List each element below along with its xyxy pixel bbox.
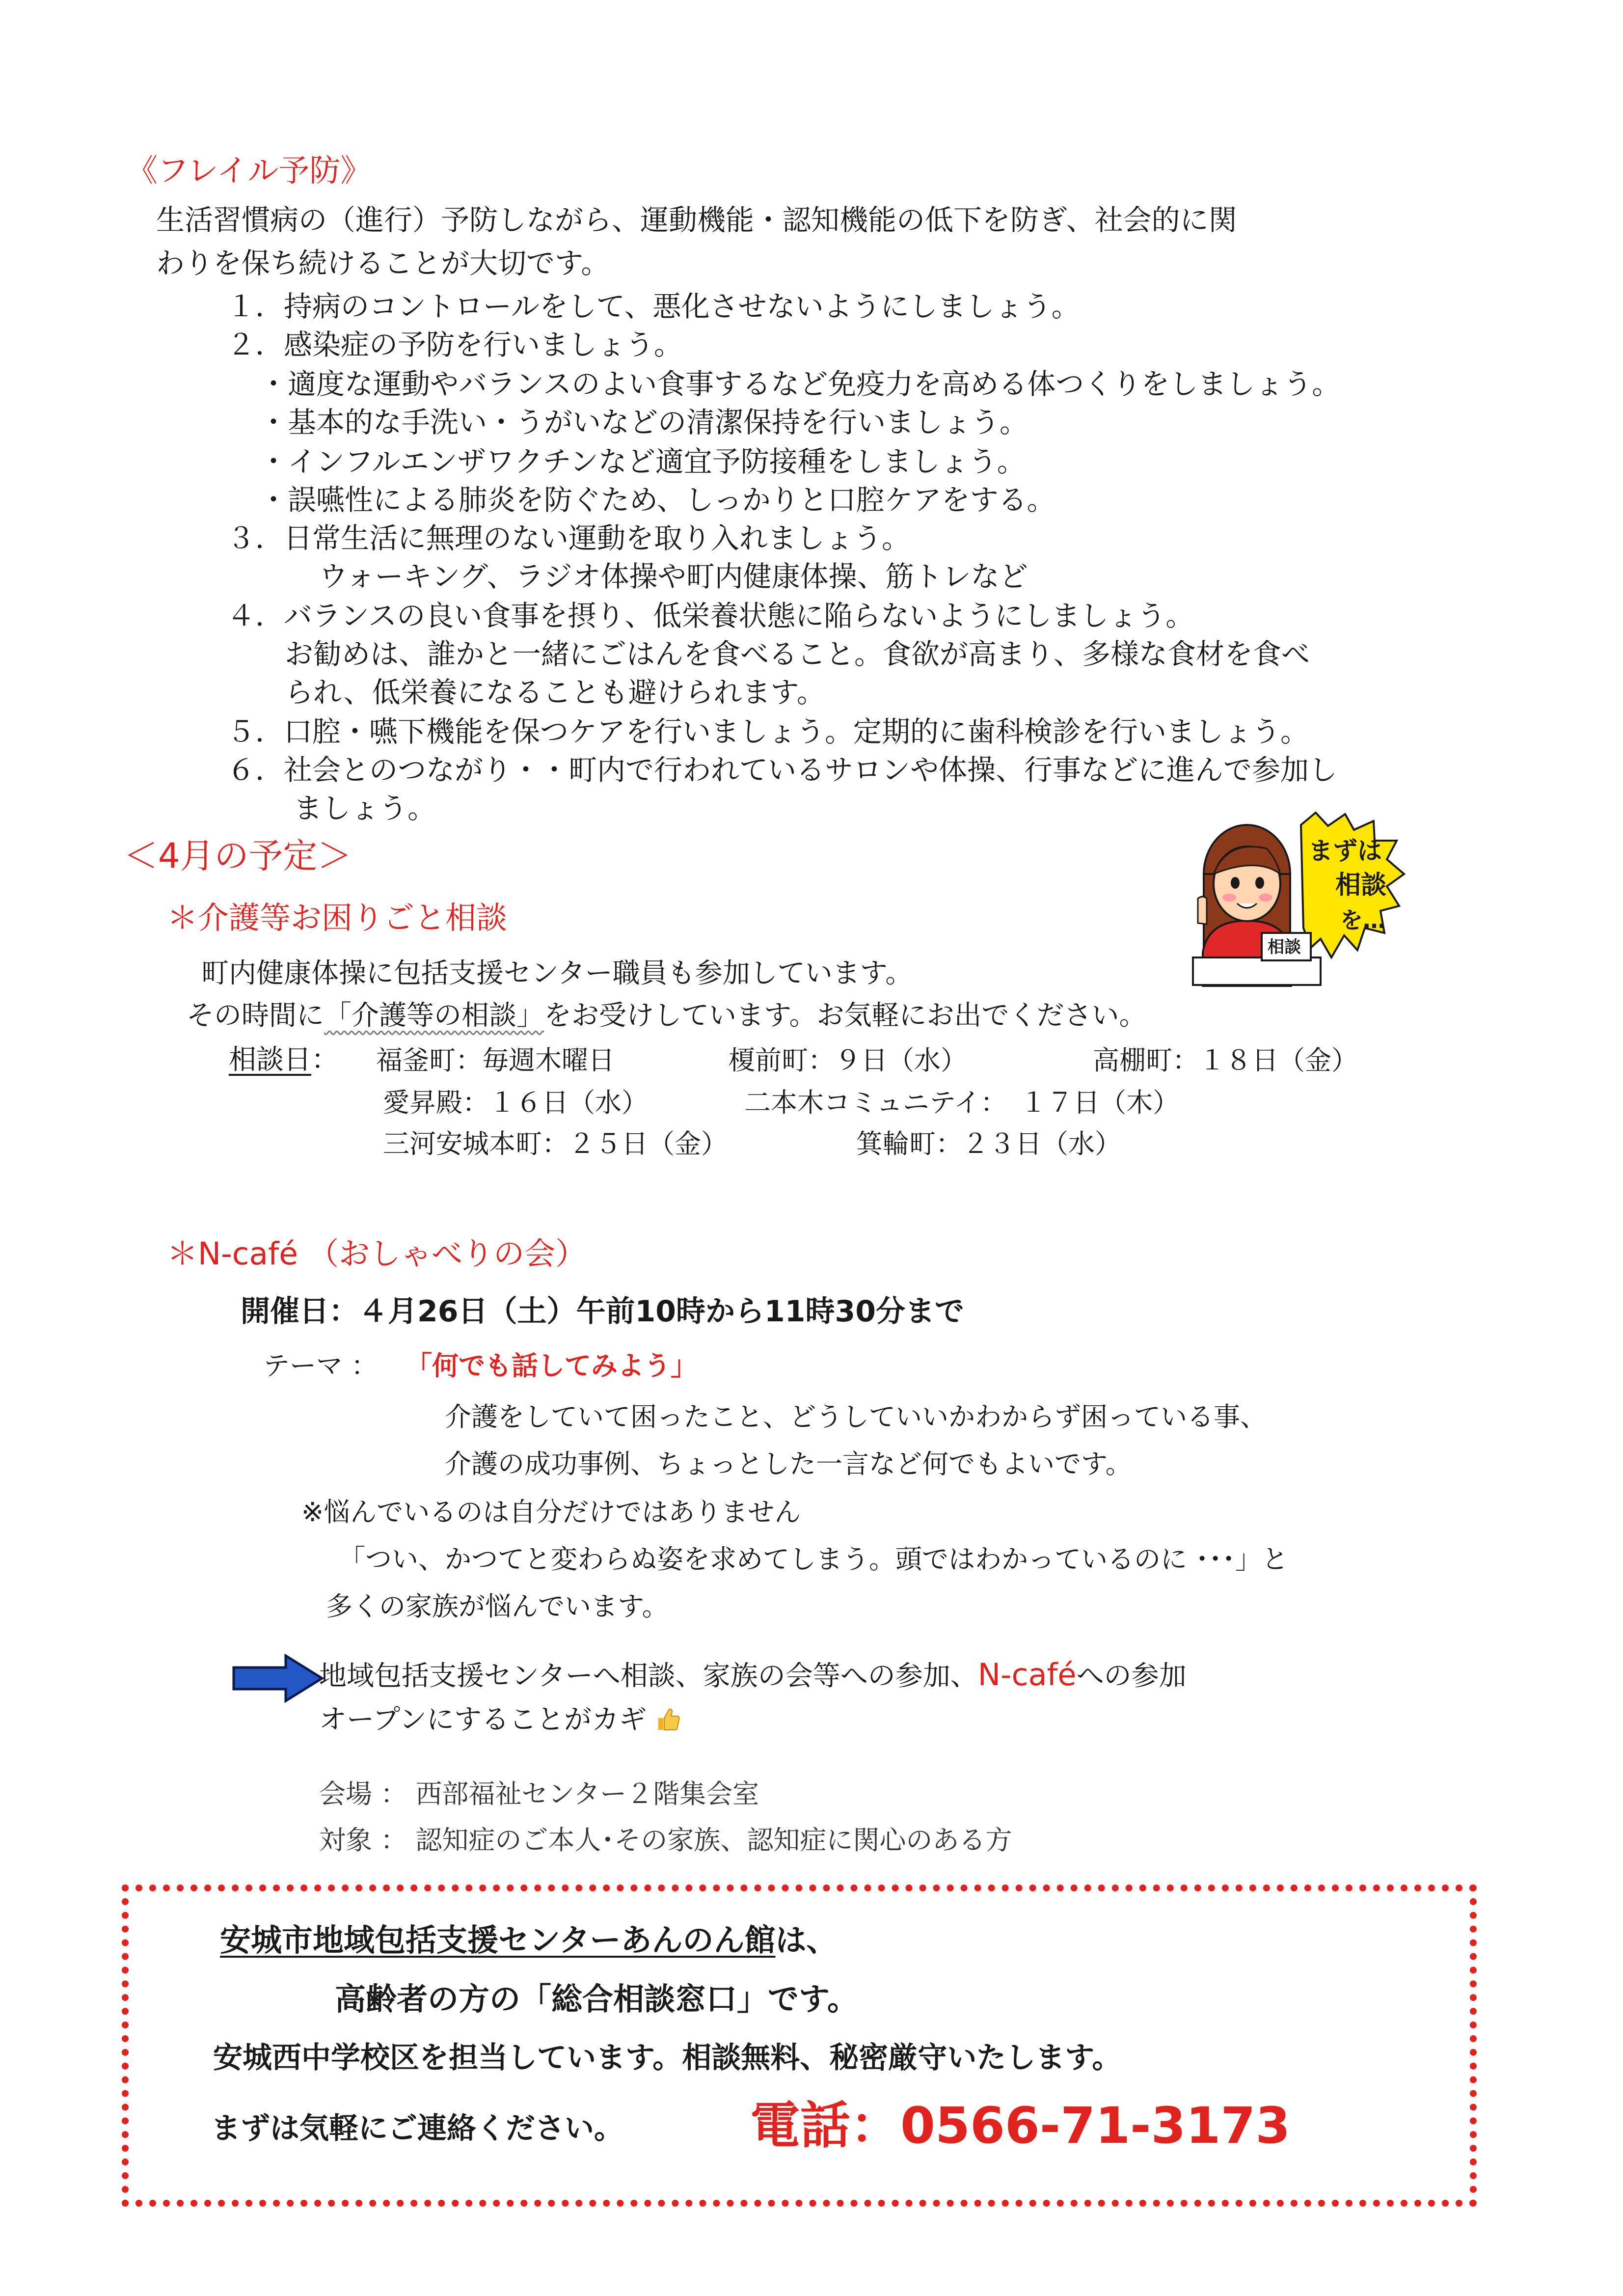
frail-bullet-2: ・基本的な手洗い・うがいなどの清潔保持を行いましょう。: [259, 406, 1028, 439]
frail-heading: 《フレイル予防》: [127, 153, 372, 189]
frail-item-2: ２．感染症の予防を行いましょう。: [227, 328, 683, 361]
contact-line1: [220, 1921, 837, 1960]
consult-line2-post: をお受けしています。お気軽にお出でください。: [544, 1000, 1147, 1032]
consult-days-label: [229, 1042, 339, 1078]
consult-day-nihongi: 二本木コミュニテイ： １７日（木）: [744, 1087, 1180, 1118]
ncafe-quote-line2: 多くの家族が悩んでいます。: [326, 1591, 669, 1622]
frail-item-6-cont: ましょう。: [294, 792, 436, 825]
contact-line1-tail: は、: [775, 1922, 838, 1958]
ncafe-desc-line1: 介護をしていて困ったこと、どうしていいかわからず困っている事、: [445, 1401, 1267, 1432]
frail-bullet-4: ・誤嚥性による肺炎を防ぐため、しっかりと口腔ケアをする。: [259, 483, 1055, 517]
frail-item-4: ４．バランスの良い食事を摂り、低栄養状態に陥らないようにしましょう。: [227, 599, 1194, 632]
consult-day-enomae: 榎前町：９日（水）: [729, 1045, 967, 1076]
ncafe-venue: 会場 ： 西部福祉センター２階集会室: [319, 1778, 759, 1809]
desk: [1193, 957, 1321, 985]
consult-woman-illustration: [1188, 810, 1409, 987]
bubble-text-3: を…: [1340, 907, 1385, 933]
consult-day-fukukama: 福釜町：毎週木曜日: [376, 1045, 615, 1076]
bubble-text-2: 相談: [1335, 871, 1387, 900]
frail-item-5: ５．口腔・嚥下機能を保つケアを行いましょう。定期的に歯科検診を行いましょう。: [227, 715, 1309, 748]
consult-day-takatana: 高棚町：１８日（金）: [1093, 1045, 1358, 1076]
ncafe-title: ＊N-café （おしゃべりの会）: [167, 1236, 587, 1272]
ncafe-key-line: [319, 1702, 681, 1738]
consult-title: ＊介護等お困りごと相談: [167, 900, 507, 936]
right-arrow-icon: [232, 1654, 325, 1703]
frail-item-1: １．持病のコントロールをして、悪化させないようにしましょう。: [227, 290, 1080, 323]
consult-emphasis: 「介護等の相談」: [324, 1000, 544, 1032]
frail-bullet-3: ・インフルエンザワクチンなど適宜予防接種をしましょう。: [259, 445, 1026, 478]
ncafe-theme-label: テーマ ：: [263, 1350, 378, 1381]
consult-day-minowa: 箕輪町：２３日（水）: [856, 1128, 1121, 1159]
ncafe-arrow-line-red: N-café: [977, 1657, 1077, 1693]
frail-item-3-sub: ウォーキング、ラジオ体操や町内健康体操、筋トレなど: [319, 560, 1028, 593]
consult-day-aishoden: 愛昇殿：１６日（水）: [383, 1087, 648, 1118]
consult-days-colon: ：: [311, 1044, 339, 1076]
consult-line2-pre: その時間に: [187, 1000, 324, 1032]
april-heading: ＜4月の予定＞: [124, 836, 352, 876]
frail-intro-line2: わりを保ち続けることが大切です。: [156, 246, 610, 280]
frail-item-4-sub1: お勧めは、誰かと一緒にごはんを食べること。食欲が高まり、多様な食材を食べ: [285, 637, 1310, 671]
ncafe-theme: 「何でも話してみよう」: [406, 1350, 697, 1381]
ncafe-target: 対象 ： 認知症のご本人･その家族、認知症に関心のある方: [319, 1825, 1012, 1856]
center-name: 安城市地域包括支援センターあんのん館: [220, 1922, 776, 1958]
consult-days-label-text: 相談日: [229, 1044, 311, 1076]
ncafe-arrow-line-post: への参加: [1076, 1660, 1187, 1692]
ncafe-arrow-line: [319, 1657, 1187, 1695]
consult-line2: [187, 998, 1147, 1034]
desk-sign-text: 相談: [1268, 937, 1301, 957]
ncafe-note: ※悩んでいるのは自分だけではありません: [301, 1497, 801, 1528]
ncafe-desc-line2: 介護の成功事例、ちょっとした一言など何でもよいです。: [445, 1449, 1132, 1479]
phone-number[interactable]: 電話：0566-71-3173: [750, 2097, 1291, 2155]
consult-line1: 町内健康体操に包括支援センター職員も参加しています。: [201, 957, 913, 989]
ncafe-arrow-line-pre: 地域包括支援センターへ相談、家族の会等への参加、: [319, 1660, 978, 1692]
frail-intro-line1: 生活習慣病の（進行）予防しながら、運動機能・認知機能の低下を防ぎ、社会的に関: [156, 203, 1237, 237]
frail-item-4-sub2: られ、低栄養になることも避けられます。: [285, 676, 825, 709]
ncafe-quote-line1: 「つい、かつてと変わらぬ姿を求めてしまう。頭ではわかっているのに ･･･」と: [339, 1544, 1289, 1575]
frail-item-6: ６．社会とのつながり・・町内で行われているサロンや体操、行事などに進んで参加し: [227, 753, 1338, 787]
consult-day-mikawa-anjo: 三河安城本町：２５日（金）: [383, 1128, 728, 1159]
ncafe-date: 開催日：４月26日（土）午前10時から11時30分まで: [241, 1294, 964, 1329]
contact-line3: 安城西中学校区を担当しています。相談無料、秘密厳守いたします。: [213, 2041, 1122, 2075]
thumbs-up-icon: [655, 1705, 681, 1730]
ncafe-key-text: オープンにすることがカギ: [319, 1704, 647, 1736]
frail-bullet-1: ・適度な運動やバランスのよい食事するなど免疫力を高める体つくりをしましょう。: [259, 367, 1341, 401]
frail-item-3: ３．日常生活に無理のない運動を取り入れましょう。: [227, 521, 911, 555]
contact-line2: 高齢者の方の「総合相談窓口」です。: [335, 1981, 858, 2017]
bubble-text-1: まずは: [1308, 837, 1382, 865]
contact-line4: まずは気軽にご連絡ください。: [211, 2111, 623, 2146]
